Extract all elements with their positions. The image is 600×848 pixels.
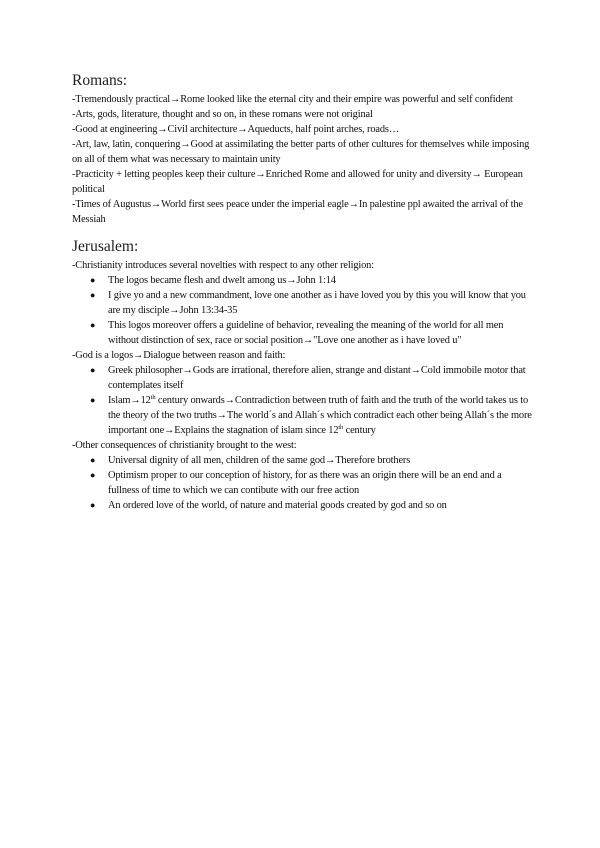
paragraph: -Tremendously practical→Rome looked like the eternal city and their empire was powerful and self confident	[72, 94, 513, 105]
list-item: ● An ordered love of the world, of nature and material goods created by god and so on	[90, 500, 447, 511]
section-jerusalem	[72, 238, 532, 513]
paragraph: -Art, law, latin, conquering→Good at assimilating the better parts of other cultures for themselves while imposing on all of them what was necessary to maintain unity	[72, 139, 530, 165]
bullet-list-novelties	[72, 273, 532, 348]
list-item: ● Optimism proper to our conception of history, for as there was an origin there will be an end and a fullness of time to which we can contibute with our free action	[90, 470, 502, 496]
bullet-icon: ●	[90, 455, 96, 465]
paragraph: -Good at engineering→Civil architecture→Aqueducts, half point arches, roads…	[72, 124, 400, 135]
bullet-icon: ●	[90, 470, 96, 480]
paragraph: -God is a logos→Dialogue between reason and faith:	[72, 350, 286, 361]
document-body	[72, 72, 532, 513]
paragraph: -Times of Augustus→World first sees peace under the imperial eagle→In palestine ppl awaited the arrival of the Messiah	[72, 199, 523, 225]
heading-jerusalem: Jerusalem:	[72, 238, 139, 255]
list-item: ● Universal dignity of all men, children of the same god→Therefore brothers	[90, 455, 411, 466]
section-romans	[72, 72, 532, 227]
list-item: ● I give yo and a new commandment, love one another as i have loved you by this you will know that you are my disciple→John 13:34-35	[90, 290, 526, 316]
heading-romans: Romans:	[72, 72, 128, 89]
bullet-icon: ●	[90, 275, 96, 285]
bullet-icon: ●	[90, 290, 96, 300]
list-item: ● This logos moreover offers a guideline of behavior, revealing the meaning of the world for all men without distinction of sex, race or social position→"Love one another as i have loved u"	[90, 320, 504, 346]
paragraph: -Arts, gods, literature, thought and so on, in these romans were not original	[72, 109, 373, 120]
list-item: ● The logos became flesh and dwelt among us→John 1:14	[90, 275, 336, 286]
bullet-icon: ●	[90, 320, 96, 330]
paragraph: -Other consequences of christianity brought to the west:	[72, 440, 297, 451]
paragraph: -Practicity + letting peoples keep their culture→Enriched Rome and allowed for unity and diversity→ European political	[72, 169, 523, 195]
bullet-list-consequences	[72, 453, 532, 513]
bullet-icon: ●	[90, 395, 96, 405]
list-item: ● Islam→12th century onwards→Contradiction between truth of faith and the truth of the world takes us to the theory of the two truths→The world´s and Allah´s which contradict each other being Allah´s the more important one→Explains the stagnation of islam since 12th century	[90, 394, 532, 436]
bullet-icon: ●	[90, 500, 96, 510]
bullet-list-logos	[72, 363, 532, 438]
bullet-icon: ●	[90, 365, 96, 375]
paragraph: -Christianity introduces several novelties with respect to any other religion:	[72, 260, 374, 271]
list-item: ● Greek philosopher→Gods are irrational, therefore alien, strange and distant→Cold immobile motor that contemplates itself	[90, 365, 526, 391]
